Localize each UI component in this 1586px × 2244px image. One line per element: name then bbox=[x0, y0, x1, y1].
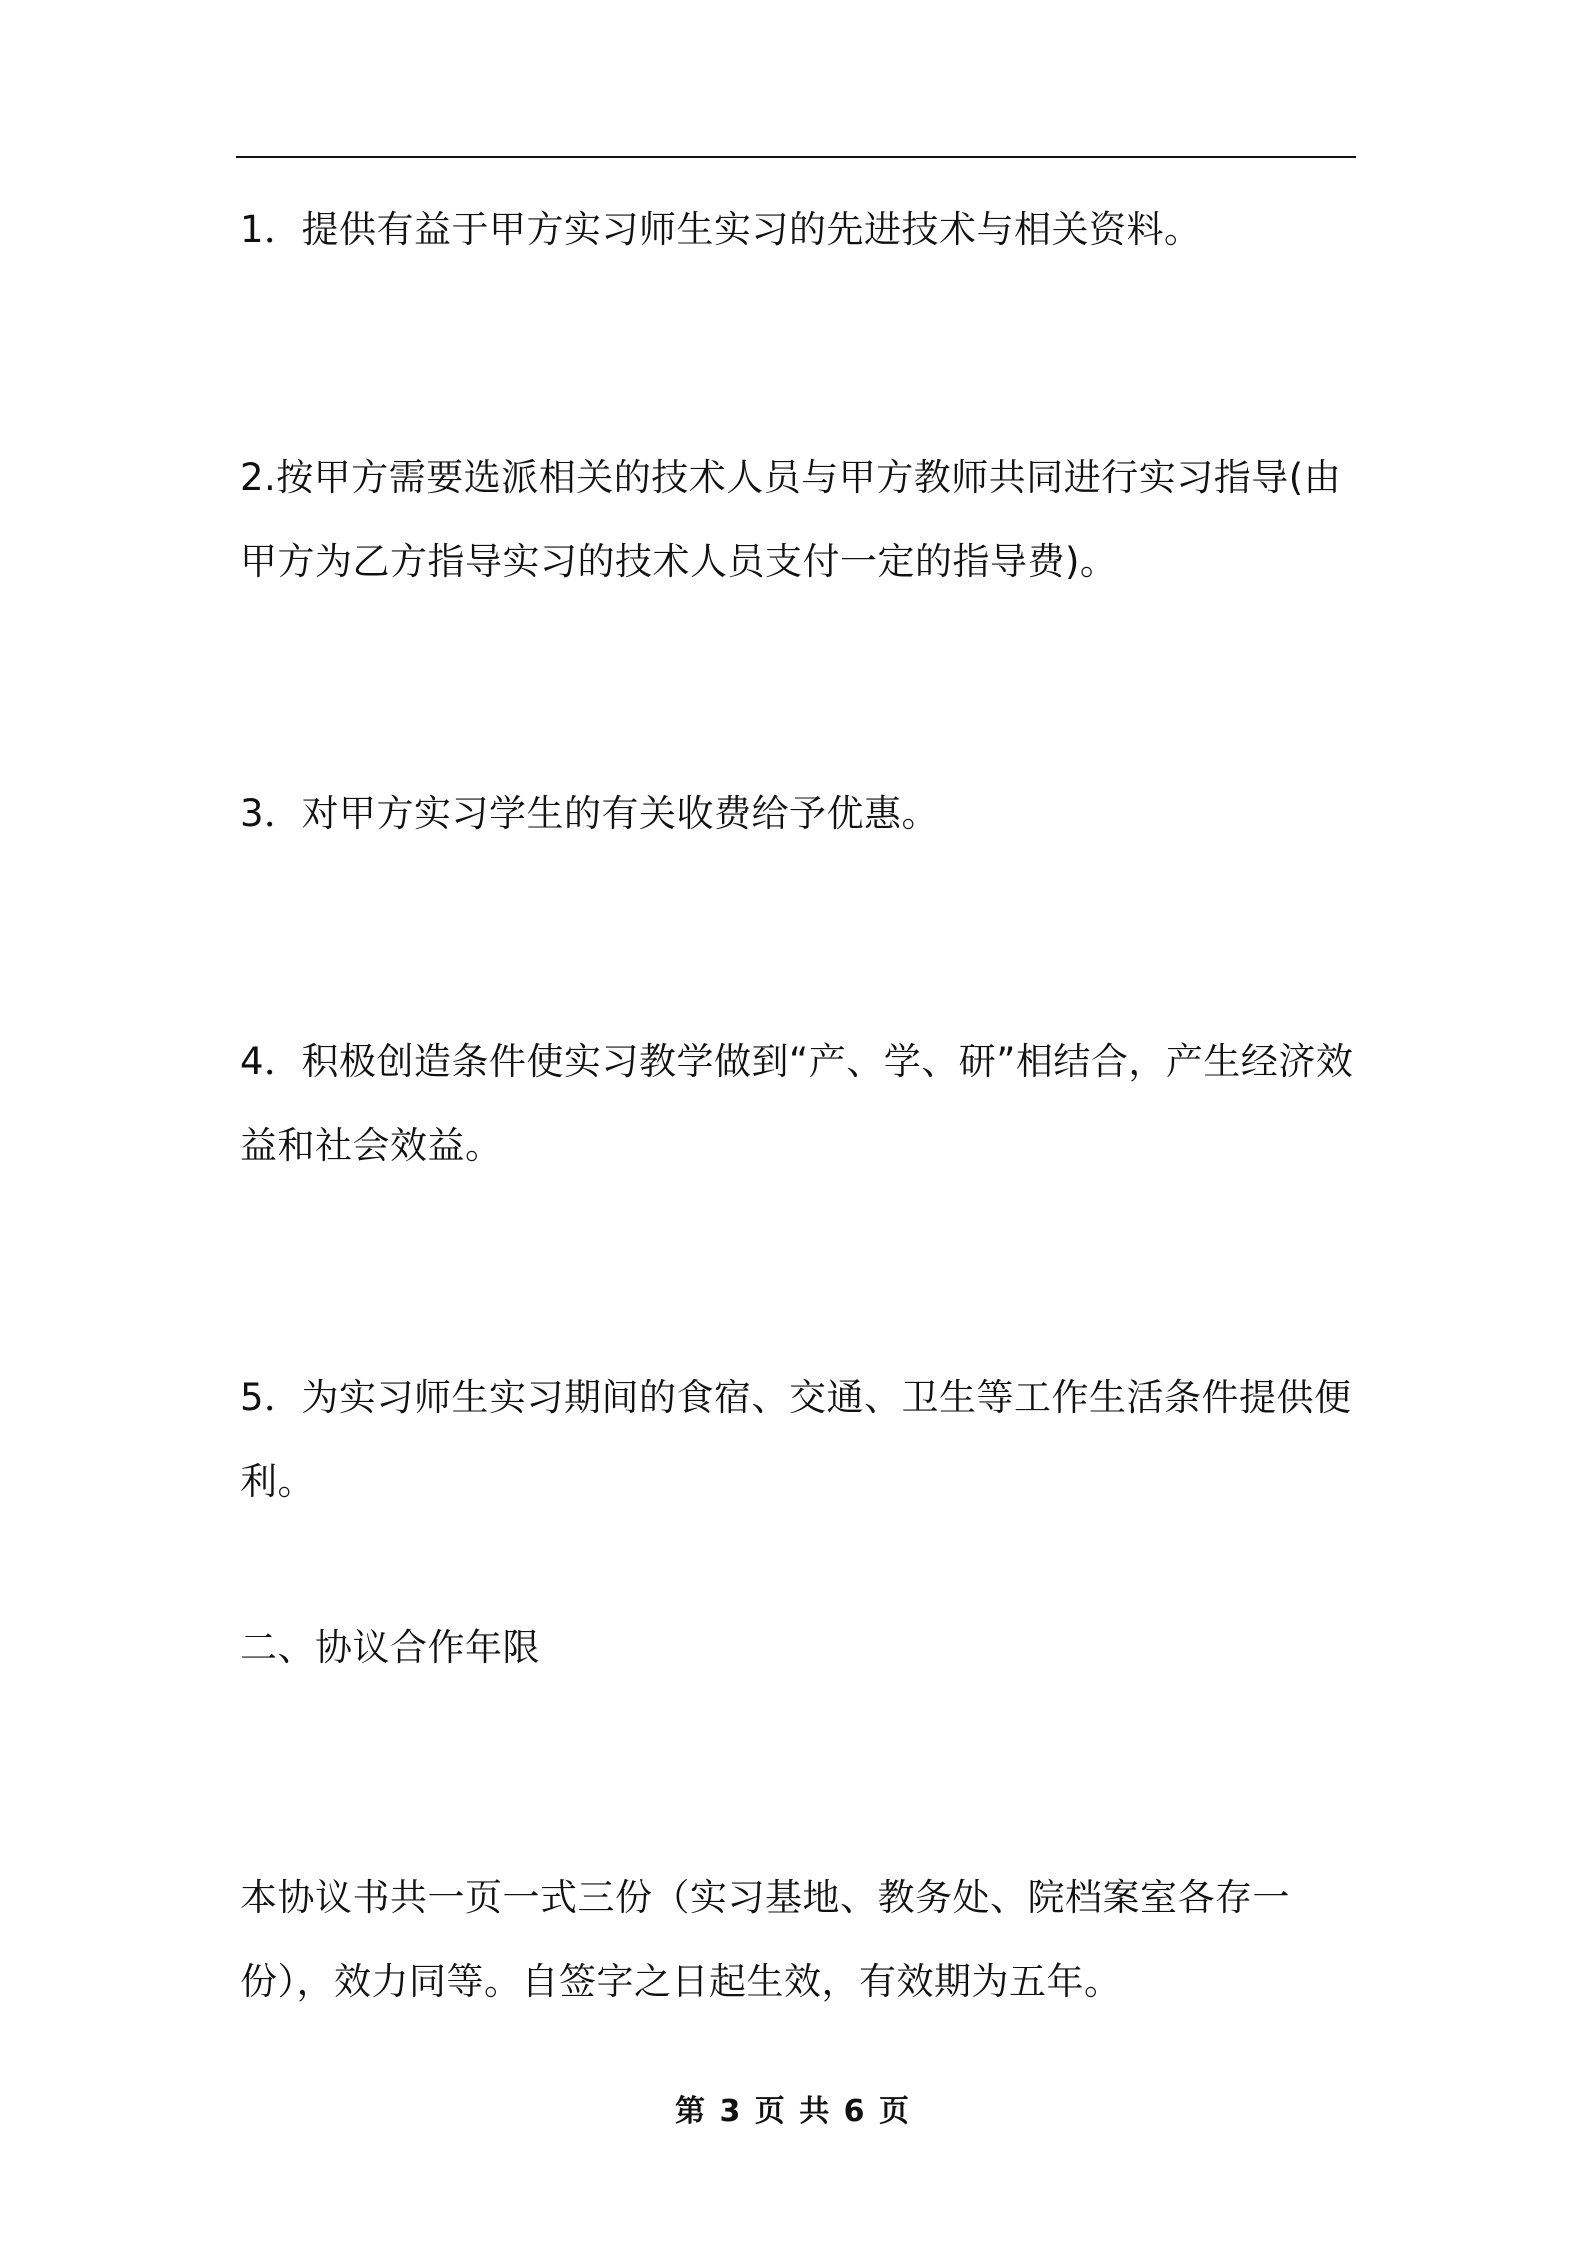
paragraph-item-2: 2.按甲方需要选派相关的技术人员与甲方教师共同进行实习指导(由甲方为乙方指导实习的技术人员支付一定的指导费)。 bbox=[240, 456, 1342, 583]
section-heading: 二、协议合作年限 bbox=[240, 1626, 540, 1669]
closing-paragraph: 本协议书共一页一式三份（实习基地、教务处、院档案室各存一份），效力同等。自签字之日起生效，有效期为五年。 bbox=[240, 1876, 1290, 2003]
paragraph-item-3: 3．对甲方实习学生的有关收费给予优惠。 bbox=[240, 792, 940, 835]
page-number-footer: 第 3 页 共 6 页 bbox=[675, 2094, 911, 2129]
paragraph-item-1: 1．提供有益于甲方实习师生实习的先进技术与相关资料。 bbox=[240, 208, 1202, 251]
header-rule bbox=[236, 156, 1356, 158]
paragraph-item-5: 5．为实习师生实习期间的食宿、交通、卫生等工作生活条件提供便利。 bbox=[240, 1376, 1352, 1503]
paragraph-item-4: 4．积极创造条件使实习教学做到“产、学、研”相结合，产生经济效益和社会效益。 bbox=[240, 1040, 1354, 1167]
